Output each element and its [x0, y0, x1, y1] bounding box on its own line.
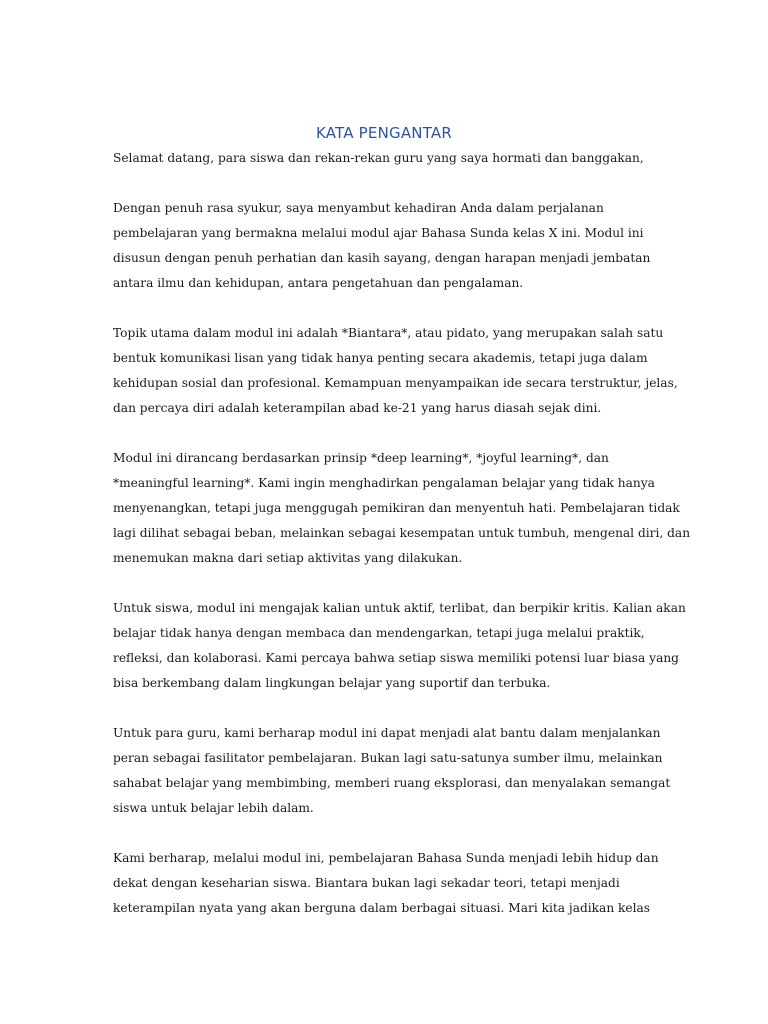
text-line: peran sebagai fasilitator pembelajaran. Bukan lagi satu-satunya sumber ilmu, melainkan — [113, 751, 663, 765]
text-line: pembelajaran yang bermakna melalui modul ajar Bahasa Sunda kelas X ini. Modul ini — [113, 226, 644, 240]
text-line: dekat dengan keseharian siswa. Biantara bukan lagi sekadar teori, tetapi menjadi — [113, 876, 620, 890]
text-line: bentuk komunikasi lisan yang tidak hanya penting secara akademis, tetapi juga dalam — [113, 351, 648, 365]
text-line: sahabat belajar yang membimbing, memberi ruang eksplorasi, dan menyalakan semangat — [113, 776, 671, 790]
text-line: refleksi, dan kolaborasi. Kami percaya bahwa setiap siswa memiliki potensi luar biasa yang — [113, 651, 679, 665]
text-line: lagi dilihat sebagai beban, melainkan sebagai kesempatan untuk tumbuh, mengenal diri, dan — [113, 526, 691, 540]
text-line: *meaningful learning*. Kami ingin menghadirkan pengalaman belajar yang tidak hanya — [113, 476, 655, 490]
text-line: antara ilmu dan kehidupan, antara pengetahuan dan pengalaman. — [113, 276, 524, 290]
text-line: Kami berharap, melalui modul ini, pembelajaran Bahasa Sunda menjadi lebih hidup dan — [113, 851, 659, 865]
paragraph-1 — [113, 196, 661, 296]
paragraph-6 — [113, 846, 661, 921]
paragraph-3 — [113, 446, 691, 571]
greeting-text — [113, 146, 661, 171]
text-line: kehidupan sosial dan profesional. Kemampuan menyampaikan ide secara terstruktur, jelas, — [113, 376, 678, 390]
text-line: Modul ini dirancang berdasarkan prinsip *deep learning*, *joyful learning*, dan — [113, 451, 609, 465]
paragraph-4 — [113, 596, 686, 696]
paragraph-5 — [113, 721, 671, 821]
greeting-line: Selamat datang, para siswa dan rekan-rekan guru yang saya hormati dan banggakan, — [113, 151, 644, 165]
page-title: KATA PENGANTAR — [315, 124, 453, 142]
text-line: belajar tidak hanya dengan membaca dan mendengarkan, tetapi juga melalui praktik, — [113, 626, 645, 640]
text-line: menemukan makna dari setiap aktivitas yang dilakukan. — [113, 551, 463, 565]
text-line: keterampilan nyata yang akan berguna dalam berbagai situasi. Mari kita jadikan kelas — [113, 901, 651, 915]
text-line: siswa untuk belajar lebih dalam. — [113, 801, 314, 815]
text-line: Topik utama dalam modul ini adalah *Biantara*, atau pidato, yang merupakan salah satu — [113, 326, 664, 340]
text-line: bisa berkembang dalam lingkungan belajar yang suportif dan terbuka. — [113, 676, 551, 690]
text-line: disusun dengan penuh perhatian dan kasih sayang, dengan harapan menjadi jembatan — [113, 251, 651, 265]
text-line: Untuk para guru, kami berharap modul ini dapat menjadi alat bantu dalam menjalankan — [113, 726, 661, 740]
text-line: dan percaya diri adalah keterampilan abad ke-21 yang harus diasah sejak dini. — [113, 401, 602, 415]
text-line: Untuk siswa, modul ini mengajak kalian untuk aktif, terlibat, dan berpikir kritis. Kalian akan — [113, 601, 686, 615]
text-line: Dengan penuh rasa syukur, saya menyambut kehadiran Anda dalam perjalanan — [113, 201, 604, 215]
paragraph-2 — [113, 321, 678, 421]
text-line: menyenangkan, tetapi juga menggugah pemikiran dan menyentuh hati. Pembelajaran tidak — [113, 501, 680, 515]
